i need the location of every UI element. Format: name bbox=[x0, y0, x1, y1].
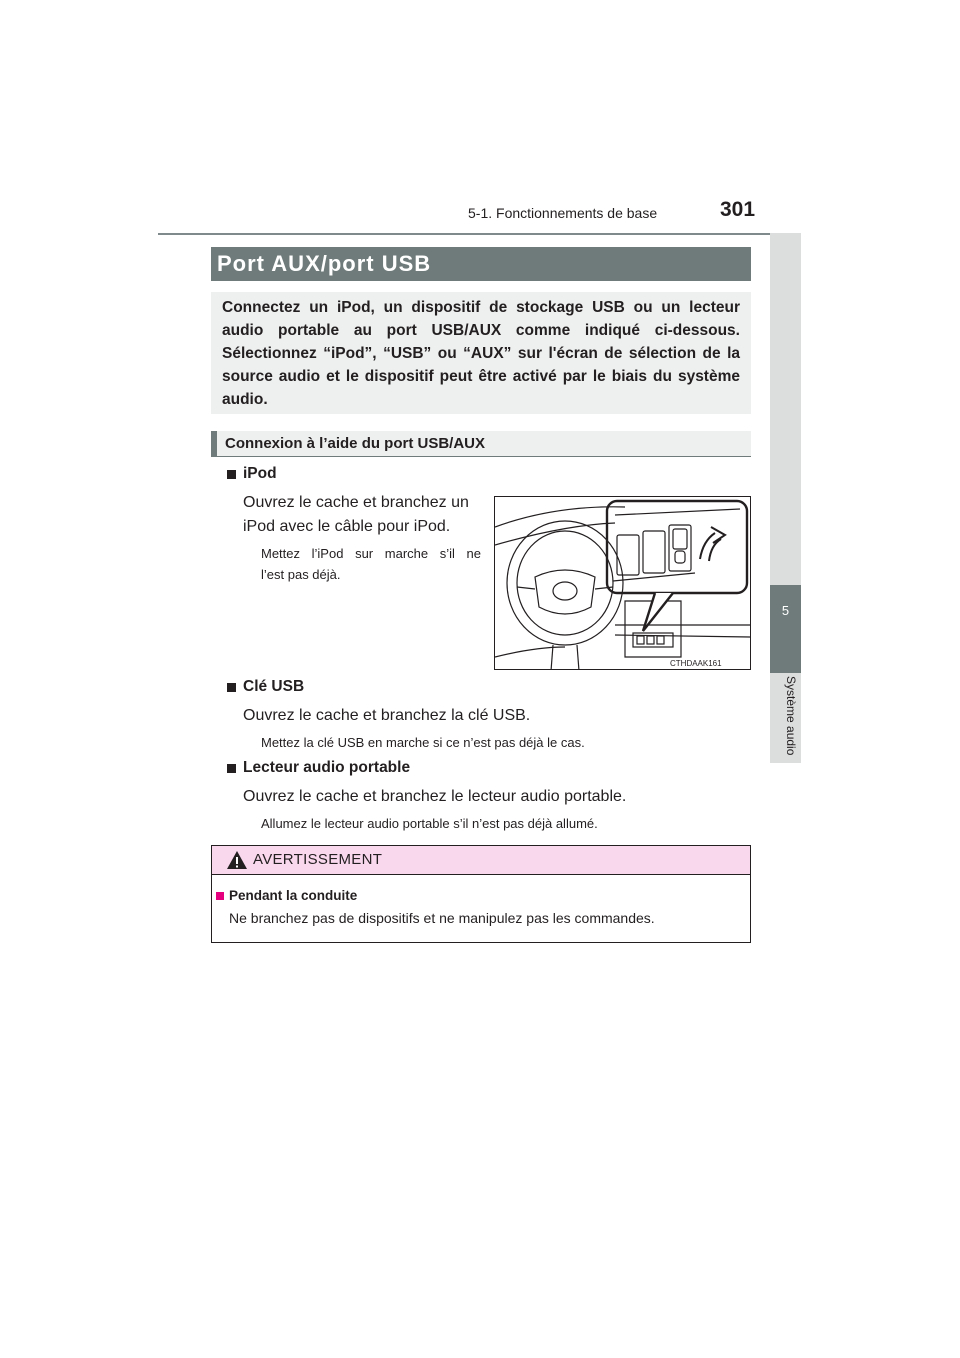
item-body-line: Ouvrez le cache et branchez la clé USB. bbox=[243, 707, 531, 724]
subheader-accent bbox=[211, 431, 217, 457]
subheader-text: Connexion à l’aide du port USB/AUX bbox=[225, 435, 486, 452]
item-note-line: Allumez le lecteur audio portable s’il n’est pas déjà allumé. bbox=[261, 816, 598, 831]
page-number: 301 bbox=[720, 198, 756, 221]
item-title-portable-player: Lecteur audio portable bbox=[243, 759, 411, 776]
warning-subtitle: Pendant la conduite bbox=[229, 888, 358, 903]
item-body-line: Ouvrez le cache et branchez le lecteur audio portable. bbox=[243, 788, 627, 805]
illustration-code: CTHDAAK161 bbox=[670, 659, 722, 668]
chapter-number: 5 bbox=[781, 603, 790, 618]
header-rule bbox=[158, 233, 801, 235]
warning-sub-bullet bbox=[216, 892, 224, 900]
item-body-line: Ouvrez le cache et branchez un bbox=[243, 494, 469, 511]
warning-triangle-icon bbox=[226, 850, 248, 870]
item-body-line: iPod avec le câble pour iPod. bbox=[243, 518, 451, 535]
item-bullet bbox=[227, 683, 236, 692]
item-bullet bbox=[227, 470, 236, 479]
chapter-number-tab bbox=[770, 585, 801, 673]
dashboard-illustration bbox=[494, 496, 751, 670]
section-title: Port AUX/port USB bbox=[217, 251, 432, 276]
intro-text: Connectez un iPod, un dispositif de stockage USB ou un lecteur audio portable au port USB/AUX comme indiqué ci-dessous. Sélectionnez “iPod”, “USB” ou “AUX” sur l'écran de sélection de la source audio et le dispositif peut être activé par le biais du système audio. bbox=[222, 299, 740, 408]
item-title-usb: Clé USB bbox=[243, 678, 305, 695]
item-note-line: Mettez la clé USB en marche si ce n’est pas déjà le cas. bbox=[261, 735, 585, 750]
item-bullet bbox=[227, 764, 236, 773]
chapter-label: Système audio bbox=[784, 676, 798, 756]
item-title-ipod: iPod bbox=[243, 465, 277, 482]
item-note-line: Mettez l’iPod sur marche s’il ne bbox=[261, 546, 481, 561]
warning-body: Ne branchez pas de dispositifs et ne manipulez pas les commandes. bbox=[229, 910, 655, 926]
usb-aux-port-diagram bbox=[495, 497, 751, 670]
running-header-section: 5-1. Fonctionnements de base bbox=[468, 205, 658, 221]
warning-title: AVERTISSEMENT bbox=[253, 851, 383, 868]
item-note-line: l’est pas déjà. bbox=[261, 567, 341, 582]
